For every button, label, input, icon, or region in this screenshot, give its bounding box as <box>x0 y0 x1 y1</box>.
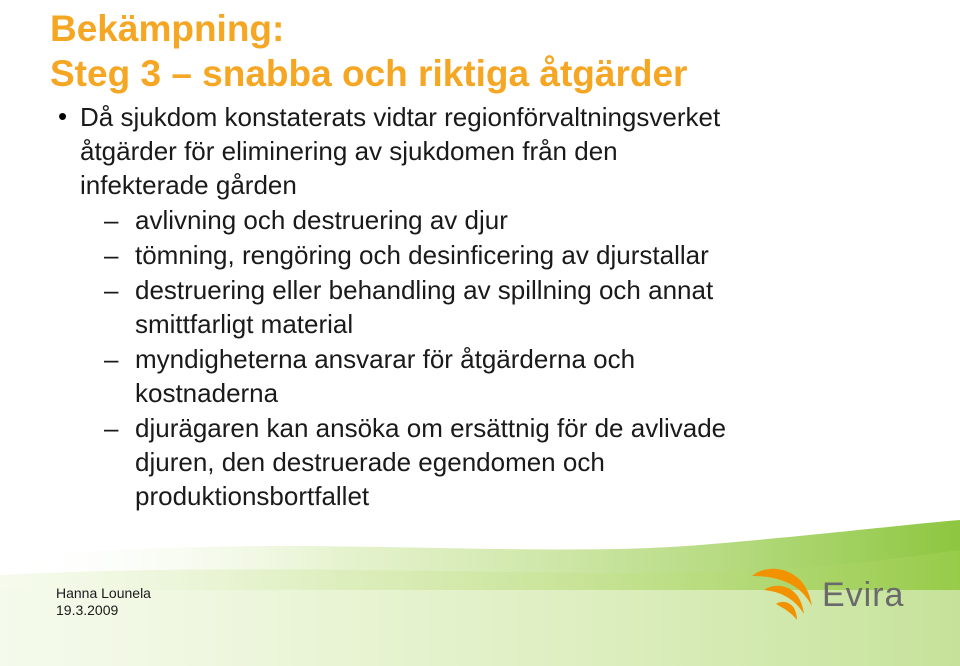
bullet-marker: • <box>58 101 68 131</box>
dash-marker: – <box>104 275 119 305</box>
sub-item-line: produktionsbortfallet <box>135 481 370 511</box>
bullet-line: åtgärder för eliminering av sjukdomen från den <box>80 136 618 166</box>
dash-marker: – <box>104 344 119 374</box>
dash-marker: – <box>104 413 119 443</box>
sub-item-line: djuren, den destruerade egendomen och <box>135 447 605 477</box>
bullet-line: Då sjukdom konstaterats vidtar regionförvaltningsverket <box>80 102 721 132</box>
title-line-2: Steg 3 – snabba och riktiga åtgärder <box>50 53 688 94</box>
evira-logo-text: Evira <box>822 576 905 614</box>
dash-marker: – <box>104 205 119 235</box>
footer-date: 19.3.2009 <box>56 602 119 618</box>
sub-item-line: destruering eller behandling av spillning och annat <box>135 275 714 305</box>
main-bullet-text <box>80 100 880 202</box>
sub-item-line: smittfarligt material <box>135 309 354 339</box>
sub-item-line: kostnaderna <box>135 378 279 408</box>
sub-item-line: djurägaren kan ansöka om ersättnig för de avlivade <box>135 413 727 443</box>
footer-author: Hanna Lounela <box>56 585 151 601</box>
dash-marker: – <box>104 240 119 270</box>
bullet-line: infekterade gården <box>80 170 297 200</box>
sub-item-line: avlivning och destruering av djur <box>135 205 508 235</box>
title-line-1: Bekämpning: <box>50 8 285 49</box>
sub-item-line: tömning, rengöring och desinficering av djurstallar <box>135 240 709 270</box>
sub-item-line: myndigheterna ansvarar för åtgärderna och <box>135 344 636 374</box>
slide-title <box>50 6 687 96</box>
